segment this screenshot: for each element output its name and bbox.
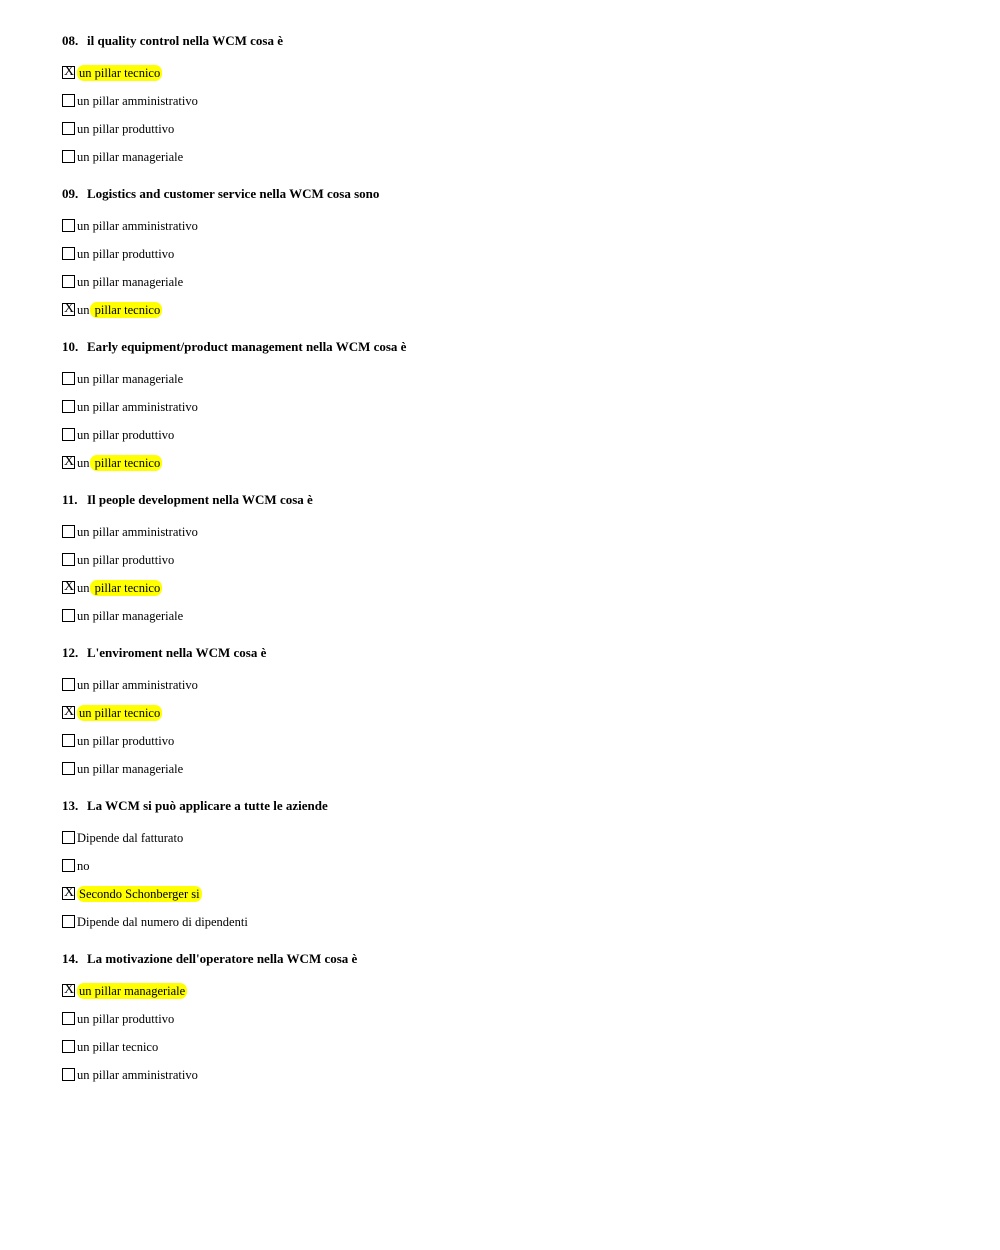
option-label xyxy=(77,93,198,109)
answer-option[interactable] xyxy=(62,977,942,1005)
option-label xyxy=(77,455,162,471)
option-label-text: un pillar manageriale xyxy=(77,275,184,289)
question-title xyxy=(62,645,942,661)
options-list xyxy=(62,824,942,936)
question-number: 13. xyxy=(62,798,79,813)
question-title xyxy=(62,492,942,508)
question-text: Early equipment/product management nella WCM cosa è xyxy=(87,339,407,354)
option-label-text: Secondo Schonberger si xyxy=(79,887,200,901)
checkbox[interactable] xyxy=(62,400,75,413)
option-label-text: un pillar amministrativo xyxy=(77,219,198,233)
option-label xyxy=(77,246,174,262)
option-label-text: Dipende dal fatturato xyxy=(77,831,184,845)
checkbox[interactable] xyxy=(62,122,75,135)
question-title xyxy=(62,798,942,814)
option-label-prefix: un xyxy=(77,456,90,470)
answer-option[interactable] xyxy=(62,671,942,699)
answer-option[interactable] xyxy=(62,880,942,908)
checkbox[interactable] xyxy=(62,703,75,719)
question-spacer xyxy=(62,477,942,492)
checkbox[interactable] xyxy=(62,831,75,844)
question-14 xyxy=(62,951,942,1104)
option-label xyxy=(77,608,183,624)
quiz-page xyxy=(62,33,942,1104)
option-label xyxy=(77,733,174,749)
question-title xyxy=(62,339,942,355)
checkbox[interactable] xyxy=(62,275,75,288)
option-label-text: un pillar produttivo xyxy=(77,122,175,136)
option-label xyxy=(77,427,174,443)
checkbox[interactable] xyxy=(62,219,75,232)
question-12 xyxy=(62,645,942,798)
option-label-text: un pillar manageriale xyxy=(79,984,186,998)
checkbox[interactable] xyxy=(62,150,75,163)
check-mark-icon: X xyxy=(64,884,75,900)
checkbox[interactable] xyxy=(62,981,75,997)
answer-option[interactable] xyxy=(62,143,942,171)
check-mark-icon: X xyxy=(64,981,75,997)
answer-option[interactable] xyxy=(62,87,942,115)
question-text: Logistics and customer service nella WCM cosa sono xyxy=(87,186,380,201)
checkbox[interactable] xyxy=(62,678,75,691)
check-mark-icon: X xyxy=(64,703,75,719)
option-label xyxy=(77,1039,158,1055)
question-text: L'enviroment nella WCM cosa è xyxy=(87,645,267,660)
option-label xyxy=(77,274,183,290)
answer-option[interactable] xyxy=(62,240,942,268)
answer-option[interactable] xyxy=(62,365,942,393)
option-label-prefix: un xyxy=(77,303,90,317)
answer-option[interactable] xyxy=(62,1033,942,1061)
option-label-text: un pillar tecnico xyxy=(79,706,161,720)
question-spacer xyxy=(62,1089,942,1104)
check-mark-icon: X xyxy=(64,300,75,316)
question-08 xyxy=(62,33,942,186)
option-label-text: pillar tecnico xyxy=(91,456,161,470)
answer-option[interactable] xyxy=(62,727,942,755)
checkbox[interactable] xyxy=(62,884,75,900)
option-label xyxy=(77,886,202,902)
option-label xyxy=(77,371,183,387)
option-label-text: un pillar produttivo xyxy=(77,1012,175,1026)
options-list xyxy=(62,212,942,324)
option-label-text: pillar tecnico xyxy=(91,303,161,317)
option-label xyxy=(77,149,183,165)
question-text: La motivazione dell'operatore nella WCM cosa è xyxy=(87,951,358,966)
answer-option[interactable] xyxy=(62,518,942,546)
answer-option[interactable] xyxy=(62,296,942,324)
option-label xyxy=(77,552,174,568)
option-label-text: un pillar manageriale xyxy=(77,609,184,623)
question-number: 14. xyxy=(62,951,79,966)
option-label-text: un pillar produttivo xyxy=(77,247,175,261)
options-list xyxy=(62,671,942,783)
check-mark-icon: X xyxy=(64,453,75,469)
checkbox[interactable] xyxy=(62,453,75,469)
checkbox[interactable] xyxy=(62,372,75,385)
question-11 xyxy=(62,492,942,645)
option-label-text: un pillar produttivo xyxy=(77,553,175,567)
option-label xyxy=(77,914,248,930)
option-label-text: un pillar amministrativo xyxy=(77,1068,198,1082)
checkbox[interactable] xyxy=(62,1040,75,1053)
option-label xyxy=(77,1011,174,1027)
option-label-text: un pillar manageriale xyxy=(77,372,184,386)
options-list xyxy=(62,365,942,477)
option-label xyxy=(77,524,198,540)
option-label-text: un pillar produttivo xyxy=(77,428,175,442)
answer-option[interactable] xyxy=(62,546,942,574)
answer-option[interactable] xyxy=(62,421,942,449)
option-label xyxy=(77,399,198,415)
question-text: La WCM si può applicare a tutte le aziende xyxy=(87,798,328,813)
option-label xyxy=(77,761,183,777)
question-number: 10. xyxy=(62,339,79,354)
option-label xyxy=(77,830,183,846)
question-13 xyxy=(62,798,942,951)
check-mark-icon: X xyxy=(64,578,75,594)
options-list xyxy=(62,518,942,630)
checkbox[interactable] xyxy=(62,915,75,928)
answer-option[interactable] xyxy=(62,115,942,143)
checkbox[interactable] xyxy=(62,525,75,538)
option-label-text: un pillar amministrativo xyxy=(77,678,198,692)
question-number: 08. xyxy=(62,33,79,48)
option-label xyxy=(77,218,198,234)
option-label-text: Dipende dal numero di dipendenti xyxy=(77,915,248,929)
option-label xyxy=(77,677,198,693)
option-label-text: un pillar produttivo xyxy=(77,734,175,748)
checkbox[interactable] xyxy=(62,247,75,260)
options-list xyxy=(62,59,942,171)
question-title xyxy=(62,186,942,202)
checkbox[interactable] xyxy=(62,609,75,622)
answer-option[interactable] xyxy=(62,449,942,477)
answer-option[interactable] xyxy=(62,1005,942,1033)
option-label-text: un pillar tecnico xyxy=(79,66,161,80)
question-title xyxy=(62,33,942,49)
answer-option[interactable] xyxy=(62,59,942,87)
answer-option[interactable] xyxy=(62,852,942,880)
question-spacer xyxy=(62,630,942,645)
checkbox[interactable] xyxy=(62,94,75,107)
checkbox[interactable] xyxy=(62,762,75,775)
question-spacer xyxy=(62,324,942,339)
option-label-text: no xyxy=(77,859,90,873)
question-spacer xyxy=(62,171,942,186)
checkbox[interactable] xyxy=(62,63,75,79)
answer-option[interactable] xyxy=(62,393,942,421)
checkbox[interactable] xyxy=(62,859,75,872)
option-label xyxy=(77,1067,198,1083)
option-label xyxy=(77,705,162,721)
question-text: il quality control nella WCM cosa è xyxy=(87,33,283,48)
answer-option[interactable] xyxy=(62,212,942,240)
question-09 xyxy=(62,186,942,339)
option-label xyxy=(77,121,174,137)
question-10 xyxy=(62,339,942,492)
question-number: 12. xyxy=(62,645,79,660)
option-label xyxy=(77,65,162,81)
option-label xyxy=(77,858,90,874)
question-title xyxy=(62,951,942,967)
answer-option[interactable] xyxy=(62,1061,942,1089)
question-spacer xyxy=(62,936,942,951)
check-mark-icon: X xyxy=(64,63,75,79)
answer-option[interactable] xyxy=(62,755,942,783)
option-label xyxy=(77,580,162,596)
checkbox[interactable] xyxy=(62,553,75,566)
answer-option[interactable] xyxy=(62,574,942,602)
option-label-prefix: un xyxy=(77,581,90,595)
option-label-text: un pillar amministrativo xyxy=(77,525,198,539)
checkbox[interactable] xyxy=(62,734,75,747)
question-number: 11. xyxy=(62,492,78,507)
question-spacer xyxy=(62,783,942,798)
options-list xyxy=(62,977,942,1089)
option-label-text: un pillar tecnico xyxy=(77,1040,159,1054)
question-text: Il people development nella WCM cosa è xyxy=(87,492,313,507)
answer-option[interactable] xyxy=(62,908,942,936)
answer-option[interactable] xyxy=(62,602,942,630)
checkbox[interactable] xyxy=(62,1068,75,1081)
option-label xyxy=(77,302,162,318)
option-label-text: un pillar amministrativo xyxy=(77,94,198,108)
answer-option[interactable] xyxy=(62,268,942,296)
option-label-text: un pillar manageriale xyxy=(77,762,184,776)
checkbox[interactable] xyxy=(62,578,75,594)
checkbox[interactable] xyxy=(62,300,75,316)
checkbox[interactable] xyxy=(62,428,75,441)
option-label-text: un pillar manageriale xyxy=(77,150,184,164)
option-label-text: un pillar amministrativo xyxy=(77,400,198,414)
answer-option[interactable] xyxy=(62,699,942,727)
question-number: 09. xyxy=(62,186,79,201)
option-label xyxy=(77,983,187,999)
answer-option[interactable] xyxy=(62,824,942,852)
checkbox[interactable] xyxy=(62,1012,75,1025)
option-label-text: pillar tecnico xyxy=(91,581,161,595)
